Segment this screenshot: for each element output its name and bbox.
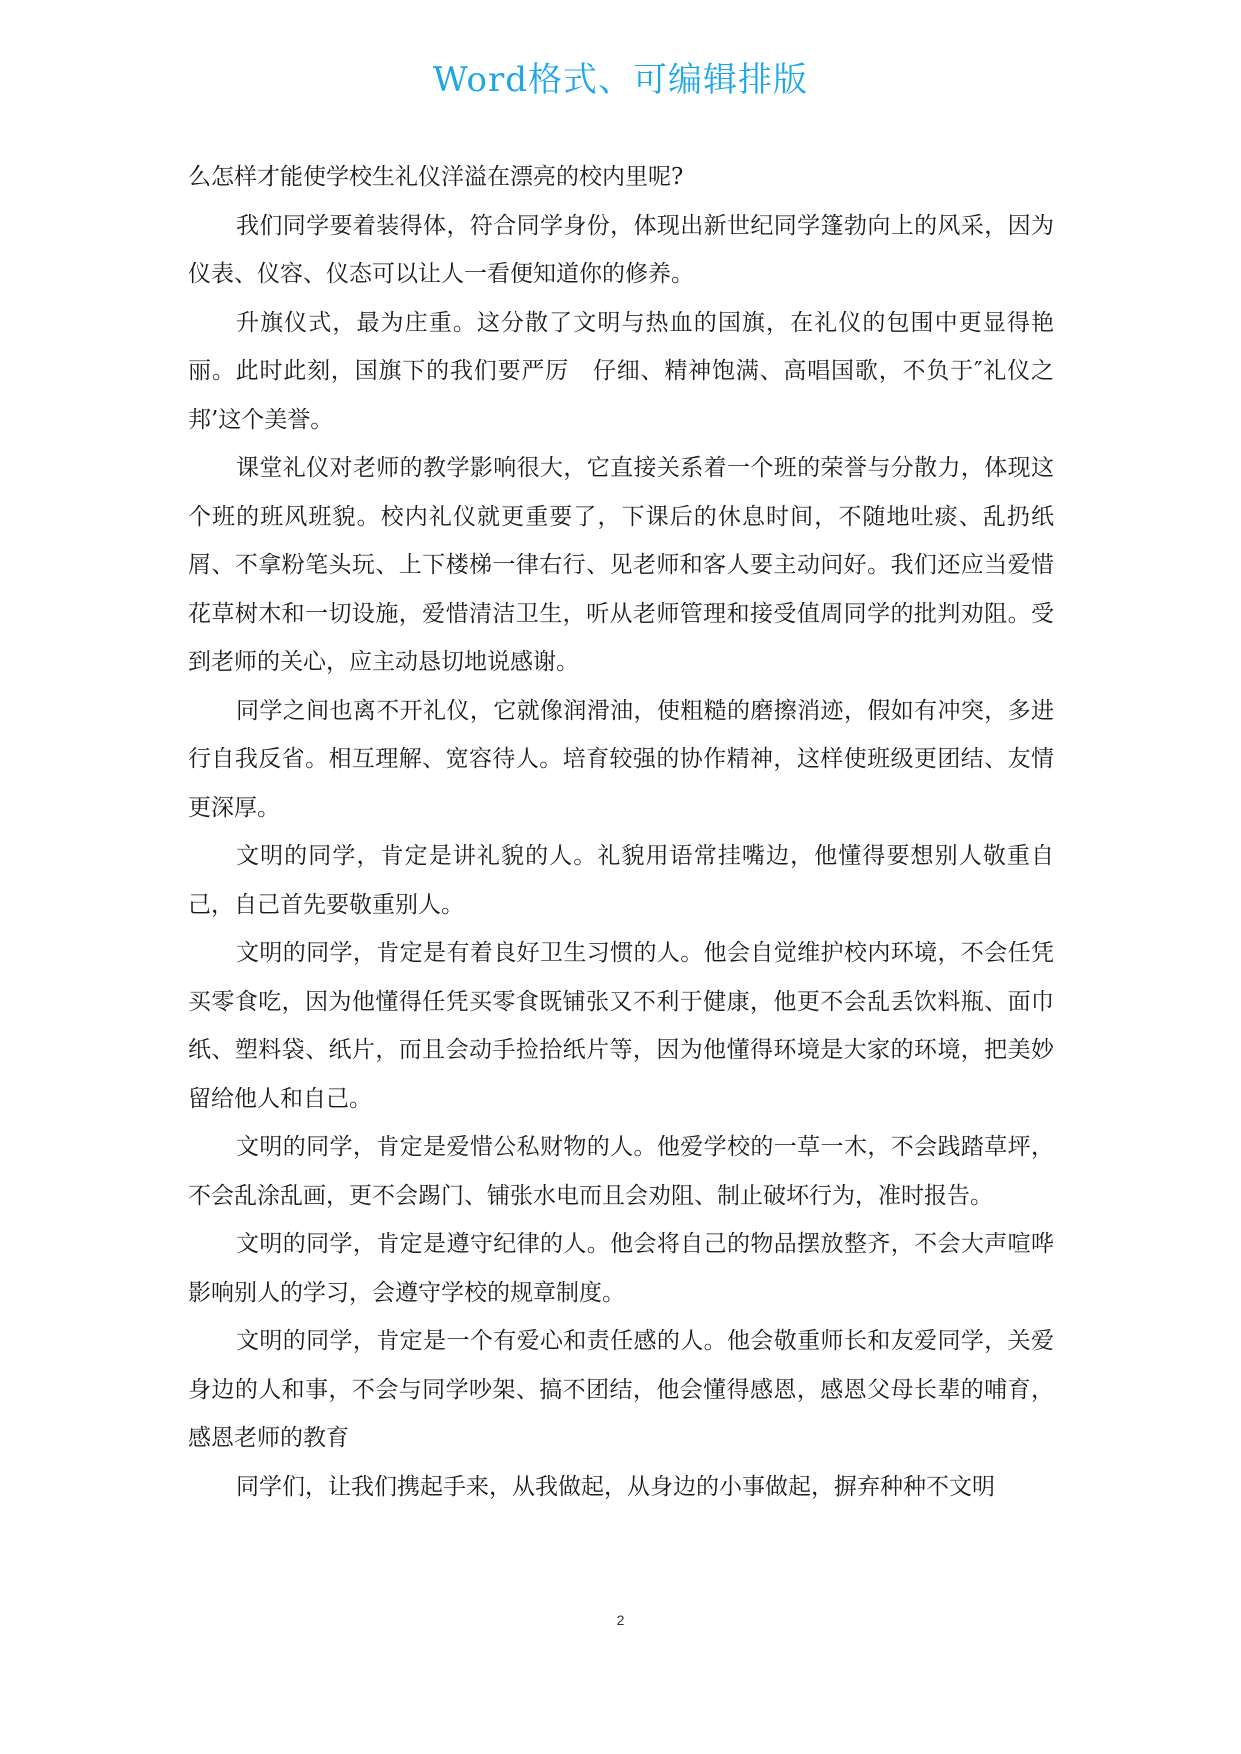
paragraph: 文明的同学，肯定是讲礼貌的人。礼貌用语常挂嘴边，他懂得要想别人敬重自己，自己首先要敬重别人。 — [188, 843, 1054, 918]
paragraph: 文明的同学，肯定是有着良好卫生习惯的人。他会自觉维护校内环境，不会任凭买零食吃，因为他懂得任凭买零食既铺张又不利于健康，他更不会乱丢饮料瓶、面巾纸、塑料袋、纸片，而且会动手捡拾纸片等，因为他懂得环境是大家的环境，把美妙留给他人和自己。 — [188, 940, 1054, 1112]
paragraph: 同学们，让我们携起手来，从我做起，从身边的小事做起，摒弃种种不文明 — [236, 1473, 995, 1500]
paragraph: 文明的同学，肯定是遵守纪律的人。他会将自己的物品摆放整齐，不会大声喧哗影响别人的学习，会遵守学校的规章制度。 — [188, 1231, 1054, 1306]
paragraph: 升旗仪式，最为庄重。这分散了文明与热血的国旗，在礼仪的包围中更显得艳丽。此时此刻，国旗下的我们要严厉 仔细、精神饱满、高唱国歌，不负于″礼仪之邦’这个美誉。 — [188, 309, 1054, 433]
paragraph: 么怎样才能使学校生礼仪洋溢在漂亮的校内里呢? — [188, 164, 684, 190]
paragraph: 文明的同学，肯定是爱惜公私财物的人。他爱学校的一草一木，不会践踏草坪，不会乱涂乱画，更不会踢门、铺张水电而且会劝阻、制止破坏行为，准时报告。 — [188, 1134, 1054, 1209]
paragraph: 我们同学要着装得体，符合同学身份，体现出新世纪同学篷勃向上的风采，因为仪表、仪容、仪态可以让人一看便知道你的修养。 — [188, 212, 1054, 287]
document-body — [188, 153, 1054, 1511]
paragraph: 文明的同学，肯定是一个有爱心和责任感的人。他会敬重师长和友爱同学，关爱身边的人和事，不会与同学吵架、搞不团结，他会懂得感恩，感恩父母长辈的哺育，感恩老师的教育 — [188, 1328, 1054, 1451]
paragraph: 课堂礼仪对老师的教学影响很大，它直接关系着一个班的荣誉与分散力，体现这个班的班风班貌。校内礼仪就更重要了，下课后的休息时间，不随地吐痰、乱扔纸屑、不拿粉笔头玩、上下楼梯一律右行、见老师和客人要主动问好。我们还应当爱惜花草树木和一切设施，爱惜清洁卫生，听从老师管理和接受值周同学的批判劝阻。受到老师的关心，应主动恳切地说感谢。 — [188, 455, 1054, 675]
document-header-title: Word格式、可编辑排版 — [432, 60, 809, 100]
paragraph: 同学之间也离不开礼仪，它就像润滑油，使粗糙的磨擦消迹，假如有冲突，多进行自我反省。相互理解、宽容待人。培育较强的协作精神，这样使班级更团结、友情更深厚。 — [188, 697, 1054, 821]
page-number: 2 — [616, 1612, 625, 1628]
